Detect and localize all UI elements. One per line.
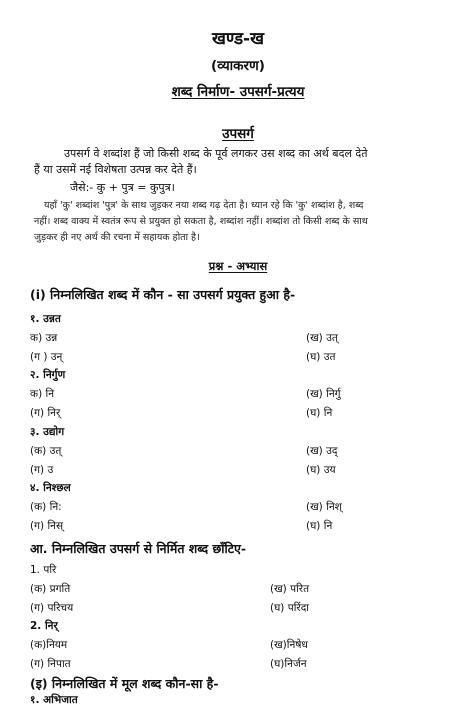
example-line: जैसे:- कु + पुत्र = कुपुत्र। — [70, 181, 175, 194]
q1-item-4-word: ४. निश्छल — [30, 482, 71, 494]
q2-item-1-option-c: (ग) परिचय — [30, 602, 74, 614]
topic-heading — [0, 82, 476, 100]
q1-item-2-option-b: (ख) निर्गु — [306, 388, 341, 400]
q1-item-3-option-c: (ग) उ — [30, 464, 54, 476]
q1-item-2-option-c: (ग) निर् — [30, 407, 61, 419]
q1-item-1-word: १. उन्नत — [30, 313, 61, 325]
definition-line-2: हैं या उसमें नई विशेषता उत्पन्न कर देते हैं। — [34, 163, 197, 176]
q1-item-2-word: २. निर्गुण — [30, 369, 66, 381]
q1-item-1-option-d: (घ) उत — [306, 351, 336, 363]
q1-item-2-option-a: क) नि — [30, 388, 55, 400]
q2-item-1-option-a: (क) प्रगति — [30, 583, 71, 595]
note-line-2: नहीं। शब्द वाक्य में स्वतंत्र रूप से प्रयुक्त हो सकता है, शब्दांश नहीं। शब्दांश तो किसी शब्द के साथ — [34, 216, 368, 227]
section-title: खण्ड-ख — [211, 29, 265, 49]
q1-item-1-option-b: (ख) उत् — [306, 332, 338, 344]
q2-heading: आ. निम्नलिखित उपसर्ग से निर्मित शब्द छाँटिए- — [30, 541, 247, 556]
q2-item-2-option-d: (घ)निर्जन — [270, 658, 307, 670]
q1-item-3-option-d: (घ) उय — [306, 464, 336, 476]
practice-heading — [0, 259, 476, 274]
q2-item-2-option-a: (क)नियम — [30, 639, 68, 651]
section-subtitle: (व्याकरण) — [211, 58, 265, 74]
q1-heading: (i) निम्नलिखित शब्द में कौन - सा उपसर्ग प्रयुक्त हुआ है- — [30, 287, 296, 302]
q1-item-1-option-c: (ग ) उन् — [30, 351, 63, 363]
q2-item-1-word: 1. परि — [30, 564, 57, 576]
q1-item-3-option-b: (ख) उद् — [306, 445, 338, 457]
q3-heading: (इ) निम्नलिखित में मूल शब्द कौन-सा है- — [30, 676, 219, 691]
upsarg-heading — [0, 124, 476, 142]
q1-item-3-word: ३. उद्योग — [30, 426, 65, 438]
upsarg-heading-text: उपसर्ग — [222, 126, 254, 142]
definition-line-1: उपसर्ग वे शब्दांश हैं जो किसी शब्द के पूर्व लगकर उस शब्द का अर्थ बदल देते — [64, 147, 368, 160]
q1-item-1-option-a: क) उन्न — [30, 332, 58, 344]
q1-item-4-option-b: (ख) निश् — [306, 501, 342, 513]
q1-item-4-option-c: (ग) निस् — [30, 520, 64, 532]
note-line-3: जुड़कर ही नए अर्थ की रचना में सहायक होता है। — [34, 232, 200, 243]
q1-item-2-option-d: (घ) नि — [306, 407, 333, 419]
q2-item-1-option-b: (ख) परित — [270, 583, 310, 595]
q2-item-1-option-d: (घ) परिंदा — [270, 602, 310, 614]
topic-heading-text: शब्द निर्माण- उपसर्ग-प्रत्यय — [171, 84, 305, 100]
q1-item-4-option-a: (क) नि: — [30, 501, 62, 513]
q3-item-1-word: १. अभिजात — [30, 694, 78, 706]
q1-item-4-option-d: (घ) नि — [306, 520, 333, 532]
note-line-1: यहाँ 'कु' शब्दांश 'पुत्र' के साथ जुड़कर नया शब्द गढ़ देता है। ध्यान रहे कि 'कु' शब्दांश है, शब्द — [44, 200, 364, 211]
q2-item-2-option-c: (ग) निपात — [30, 658, 71, 670]
practice-heading-text: प्रश्न - अभ्यास — [208, 259, 268, 273]
q2-item-2-option-b: (ख)निषेध — [270, 639, 308, 651]
q1-item-3-option-a: (क) उत् — [30, 445, 62, 457]
q2-item-2-word: 2. निर् — [30, 620, 58, 632]
